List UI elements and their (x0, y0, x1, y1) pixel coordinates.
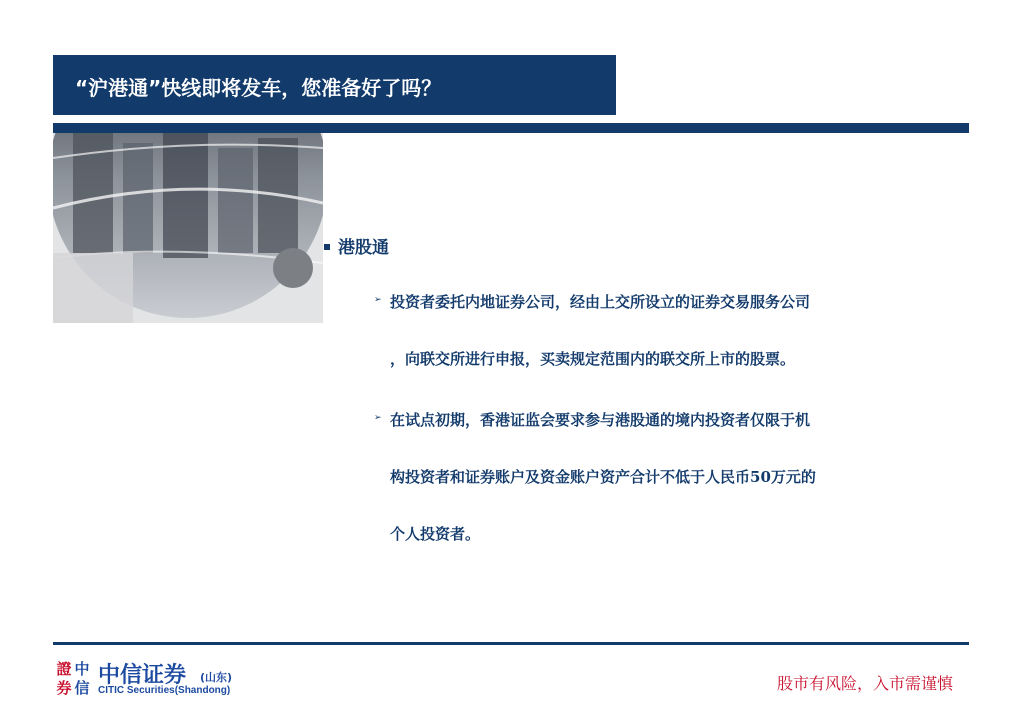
citic-logo (55, 657, 245, 697)
square-bullet-icon (324, 244, 330, 250)
section-heading-text: 港股通 (338, 238, 389, 258)
paragraph1-line1: 投资者委托内地证券公司，经由上交所设立的证券交易服务公司 (390, 293, 811, 311)
header-divider-bar (53, 123, 969, 133)
seal-char-3: 券 (56, 679, 72, 697)
arrow-bullet-icon: ➢ (374, 295, 382, 305)
paragraph2-line1: 在试点初期，香港证监会要求参与港股通的境内投资者仅限于机 (390, 411, 811, 429)
seal-char-2: 中 (74, 660, 90, 678)
arrow-bullet-icon: ➢ (374, 413, 382, 423)
logo-chinese-name: 中信证券 (98, 663, 187, 688)
paragraph2-line2: 构投资者和证券账户及资金账户资产合计不低于人民币50万元的 (390, 468, 816, 486)
logo-english-name: CITIC Securities(Shandong) (98, 685, 231, 696)
logo-chinese-sub: (山东) (200, 671, 233, 684)
section-heading (324, 233, 389, 258)
seal-char-4: 信 (74, 679, 90, 697)
paragraph1-line2: ，向联交所进行申报，买卖规定范围内的联交所上市的股票。 (390, 350, 796, 368)
paragraph2-line3: 个人投资者。 (390, 525, 481, 543)
citic-seal-icon (55, 657, 91, 697)
city-skyline-image (53, 133, 323, 323)
title-banner (53, 55, 616, 115)
risk-warning: 股市有风险，入市需谨慎 (776, 674, 953, 693)
seal-char-1: 證 (56, 660, 72, 678)
footer-divider (53, 642, 969, 645)
page-title: “沪港通”快线即将发车，您准备好了吗？ (75, 76, 442, 100)
